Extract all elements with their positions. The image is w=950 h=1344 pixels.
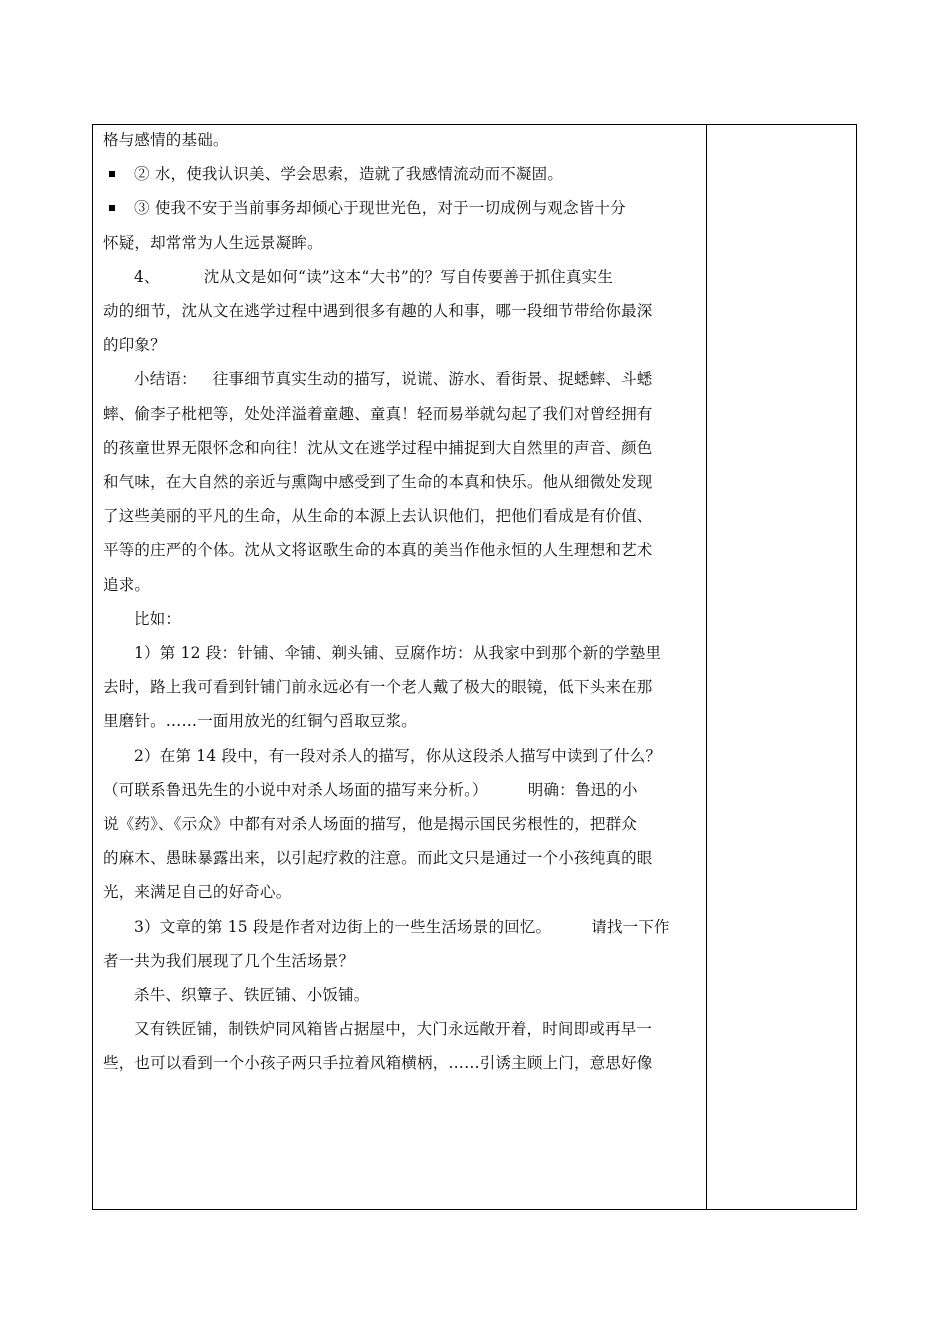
summary-line: 追求。 xyxy=(103,575,151,594)
example-label: 比如： xyxy=(134,609,182,628)
bullet-text: ③ 使我不安于当前事务却倾心于现世光色，对于一切成例与观念皆十分 xyxy=(134,199,626,218)
example-3-quote-line: 些，也可以看到一个小孩子两只手拉着风箱横柄，……引诱主顾上门，意思好像 xyxy=(103,1054,653,1073)
summary-text: 往事细节真实生动的描写，说谎、游水、看街景、捉蟋蟀、斗蟋 xyxy=(212,370,653,389)
example-2-answer-start: 明确：鲁迅的小 xyxy=(527,780,638,799)
example-3-line: 者一共为我们展现了几个生活场景？ xyxy=(103,951,355,970)
example-2-line: 的麻木、愚昧暴露出来，以引起疗救的注意。而此文只是通过一个小孩纯真的眼 xyxy=(103,849,653,868)
summary-line: 了这些美丽的平凡的生命，从生命的本源上去认识他们，把他们看成是有价值、 xyxy=(103,507,653,526)
bullet-item-third xyxy=(103,191,699,225)
paragraph-continuation: 格与感情的基础。 xyxy=(103,131,229,149)
example-3-question: 请找一下作 xyxy=(591,917,670,936)
side-notes-cell xyxy=(707,125,856,1209)
summary-paragraph xyxy=(103,362,699,396)
question-4-line-2: 动的细节，沈从文在逃学过程中遇到很多有趣的人和事，哪一段细节带给你最深 xyxy=(103,302,653,321)
summary-line: 和气味，在大自然的亲近与熏陶中感受到了生命的本真和快乐。他从细微处发现 xyxy=(103,473,653,492)
summary-line: 平等的庄严的个体。沈从文将讴歌生命的本真的美当作他永恒的人生理想和艺术 xyxy=(103,541,653,560)
example-3-quote: 又有铁匠铺，制铁炉同风箱皆占据屋中，大门永远敞开着，时间即或再早一 xyxy=(134,1020,653,1039)
summary-line: 蟀、偷李子枇杷等，处处洋溢着童趣、童真！轻而易举就勾起了我们对曾经拥有 xyxy=(103,404,653,423)
example-2-line: 光，来满足自己的好奇心。 xyxy=(103,883,292,902)
example-3-answer: 杀牛、织簟子、铁匠铺、小饭铺。 xyxy=(134,986,370,1005)
example-1-line: 去时，路上我可看到针铺门前永远必有一个老人戴了极大的眼镜，低下头来在那 xyxy=(103,678,653,697)
bullet-item-third-continuation: 怀疑，却常常为人生远景凝眸。 xyxy=(103,233,323,252)
summary-label: 小结语： xyxy=(134,370,197,389)
bullet-item-water xyxy=(103,157,699,191)
bullet-text: ② 水，使我认识美、学会思索，造就了我感情流动而不凝固。 xyxy=(134,165,564,184)
example-1-line: 里磨针。……一面用放光的红铜勺舀取豆浆。 xyxy=(103,712,418,731)
summary-line: 的孩童世界无限怀念和向往！沈从文在逃学过程中捕捉到大自然里的声音、颜色 xyxy=(103,438,653,457)
question-number: 4、 xyxy=(134,267,160,286)
example-2: 2）在第 14 段中，有一段对杀人的描写，你从这段杀人描写中读到了什么？ xyxy=(134,746,662,765)
example-3 xyxy=(103,910,699,944)
example-3-text: 3）文章的第 15 段是作者对边街上的一些生活场景的回忆。 xyxy=(134,917,552,936)
main-content-cell xyxy=(103,125,699,1211)
square-bullet-icon xyxy=(109,171,115,177)
question-4-line-3: 的印象？ xyxy=(103,336,166,355)
example-2-line: 说《药》、《示众》中都有对杀人场面的描写，他是揭示国民劣根性的，把群众 xyxy=(103,815,638,834)
question-4 xyxy=(103,260,699,294)
example-2-line xyxy=(103,773,699,807)
document-table xyxy=(92,124,857,1210)
example-1: 1）第 12 段：针铺、伞铺、剃头铺、豆腐作坊：从我家中到那个新的学塾里 xyxy=(134,644,662,663)
example-2-hint: （可联系鲁迅先生的小说中对杀人场面的描写来分析。） xyxy=(103,780,488,799)
square-bullet-icon xyxy=(109,205,115,211)
question-text: 沈从文是如何“读”这本“大书”的？写自传要善于抓住真实生 xyxy=(203,267,614,286)
